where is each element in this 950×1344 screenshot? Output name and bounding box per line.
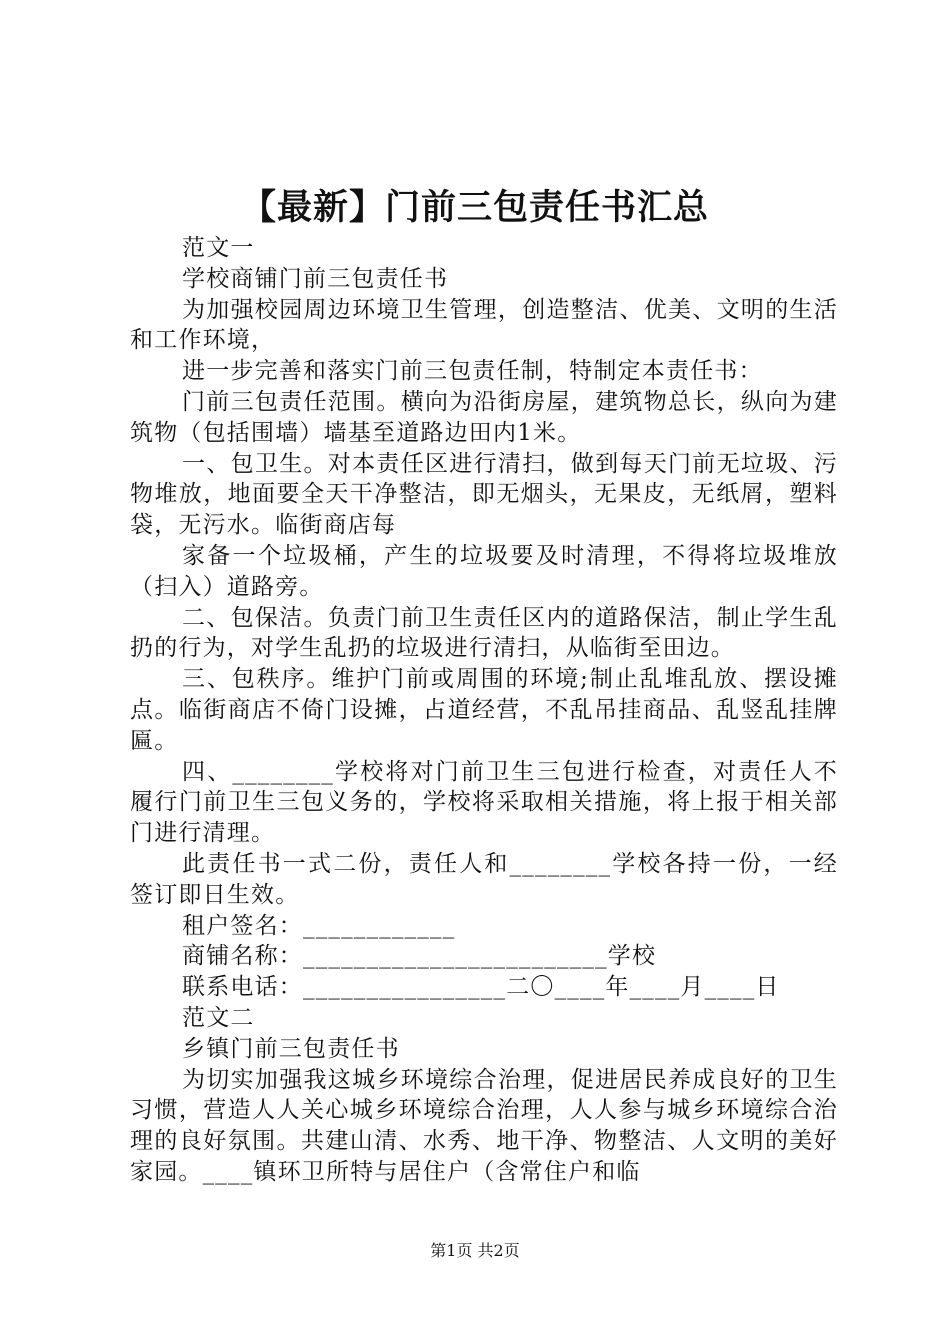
paragraph: 家备一个垃圾桶，产生的垃圾要及时清理，不得将垃圾堆放（扫入）道路旁。 [130,542,838,600]
paragraph: 为加强校园周边环境卫生管理，创造整洁、优美、文明的生活和工作环境， [130,296,838,354]
form-line-signature: 租户签名：____________ [182,912,456,939]
paragraph: 三、包秩序。维护门前或周围的环境;制止乱堆乱放、摆设摊点。临街商店不倚门设摊，占道经营，不乱吊挂商品、乱竖乱挂牌匾。 [130,666,838,754]
paragraph: 进一步完善和落实门前三包责任制，特制定本责任书： [182,358,763,385]
paragraph: 四、________学校将对门前卫生三包进行检查，对责任人不履行门前卫生三包义务的，学校将采取相关措施，将上报于相关部门进行清理。 [130,758,838,847]
paragraph: 一、包卫生。对本责任区进行清扫，做到每天门前无垃圾、污物堆放，地面要全天干净整洁，即无烟头，无果皮，无纸屑，塑料袋，无污水。临街商店每 [130,450,838,539]
page-number: 第1页 共2页 [430,1241,520,1260]
paragraph: 门前三包责任范围。横向为沿街房屋，建筑物总长，纵向为建筑物（包括围墙）墙基至道路边田内1米。 [130,388,838,446]
paragraph: 学校商铺门前三包责任书 [182,265,449,292]
form-line-phone-date: 联系电话：________________二〇____年____月____日 [182,974,780,1001]
paragraph: 范文一 [182,235,255,261]
document-body [130,233,838,1188]
form-line-shop-name: 商铺名称：________________________学校 [182,943,657,970]
paragraph: 乡镇门前三包责任书 [182,1035,400,1062]
paragraph: 范文二 [182,1004,255,1031]
paragraph: 此责任书一式二份，责任人和________学校各持一份，一经签订即日生效。 [130,850,838,908]
paragraph: 二、包保洁。负责门前卫生责任区内的道路保洁，制止学生乱扔的行为，对学生乱扔的垃圾进行清扫，从临街至田边。 [130,604,838,662]
document-title: 【最新】门前三包责任书汇总 [240,187,709,228]
paragraph: 为切实加强我这城乡环境综合治理，促进居民养成良好的卫生习惯，营造人人关心城乡环境综合治理，人人参与城乡环境综合治理的良好氛围。共建山清、水秀、地干净、物整洁、人文明的美好家园。____镇环卫所特与居住户（含常住户和临 [130,1066,838,1185]
